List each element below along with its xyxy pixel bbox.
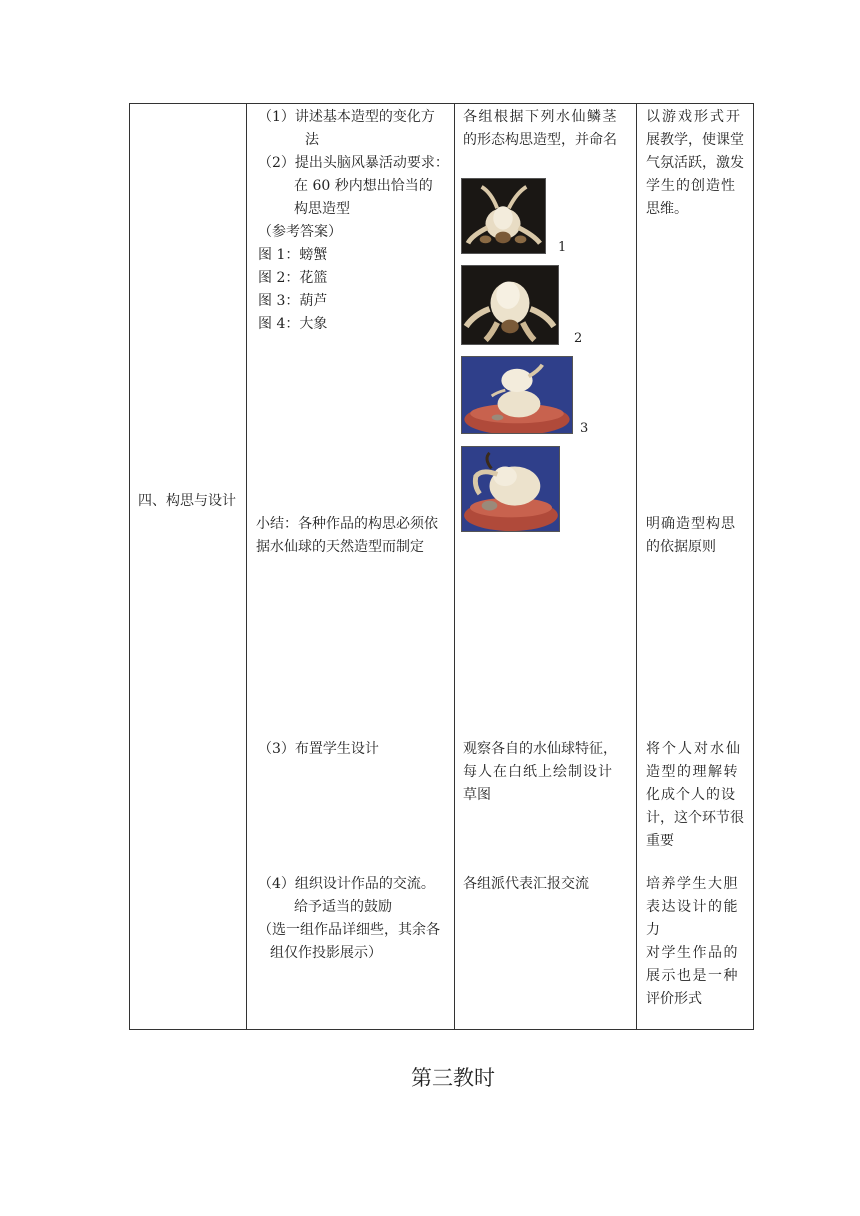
lesson-heading: 第三教时 — [411, 1066, 495, 1090]
student-task-3: 观察各自的水仙球特征， 每人在白纸上绘制设计 草图 — [463, 741, 617, 803]
intent-paragraph-2: 明确造型构思 的依据原则 — [646, 516, 736, 555]
narcissus-photo-1 — [461, 178, 546, 254]
reference-answers: （参考答案） 图 1：螃蟹 图 2：花篮 图 3：葫芦 图 4：大象 — [258, 221, 342, 336]
teacher-item-4: （4）组织设计作品的交流。 给予适当的鼓励 （选一组作品详细些，其余各 组仅作投影展示） — [258, 876, 440, 961]
photo-number: 3 — [580, 421, 589, 436]
student-task-1: 各组根据下列水仙鳞茎 的形态构思造型，并命名 — [463, 109, 618, 148]
intent-paragraph-3: 将个人对水仙 造型的理解转 化成个人的设 计，这个环节很 重要 — [646, 741, 744, 849]
section-label: 四、构思与设计 — [138, 493, 236, 509]
student-task-4: 各组派代表汇报交流 — [463, 876, 589, 892]
answer-item: 图 1：螃蟹 — [258, 247, 328, 263]
column-divider — [246, 103, 247, 1030]
narcissus-photo-3 — [461, 356, 573, 434]
answer-item: 图 4：大象 — [258, 316, 328, 332]
photo-number: 2 — [574, 331, 583, 346]
teacher-item-3: （3）布置学生设计 — [258, 741, 379, 757]
teacher-item-2: （2）提出头脑风暴活动要求： 在 60 秒内想出恰当的 构思造型 — [258, 155, 449, 217]
elephant-bulb-image — [462, 447, 559, 531]
photo-number: 1 — [558, 240, 567, 255]
summary-text: 小结：各种作品的构思必须依 据水仙球的天然造型而制定 — [256, 516, 438, 555]
narcissus-photo-4 — [461, 446, 560, 532]
teacher-item-1: （1）讲述基本造型的变化方 法 — [258, 109, 435, 148]
column-divider — [454, 103, 455, 1030]
intent-paragraph-1: 以游戏形式开 展教学，使课堂 气氛活跃，激发 学生的创造性 思维。 — [646, 109, 744, 217]
answer-item: 图 3：葫芦 — [258, 293, 328, 309]
answer-item: 图 2：花篮 — [258, 270, 328, 286]
gourd-bulb-image — [462, 357, 572, 433]
column-divider — [636, 103, 637, 1030]
crab-bulb-image — [462, 179, 545, 253]
narcissus-photo-2 — [461, 265, 559, 345]
intent-paragraph-4: 培养学生大胆 表达设计的能 力 对学生作品的 展示也是一种 评价形式 — [646, 876, 739, 1007]
basket-bulb-image — [462, 266, 558, 344]
